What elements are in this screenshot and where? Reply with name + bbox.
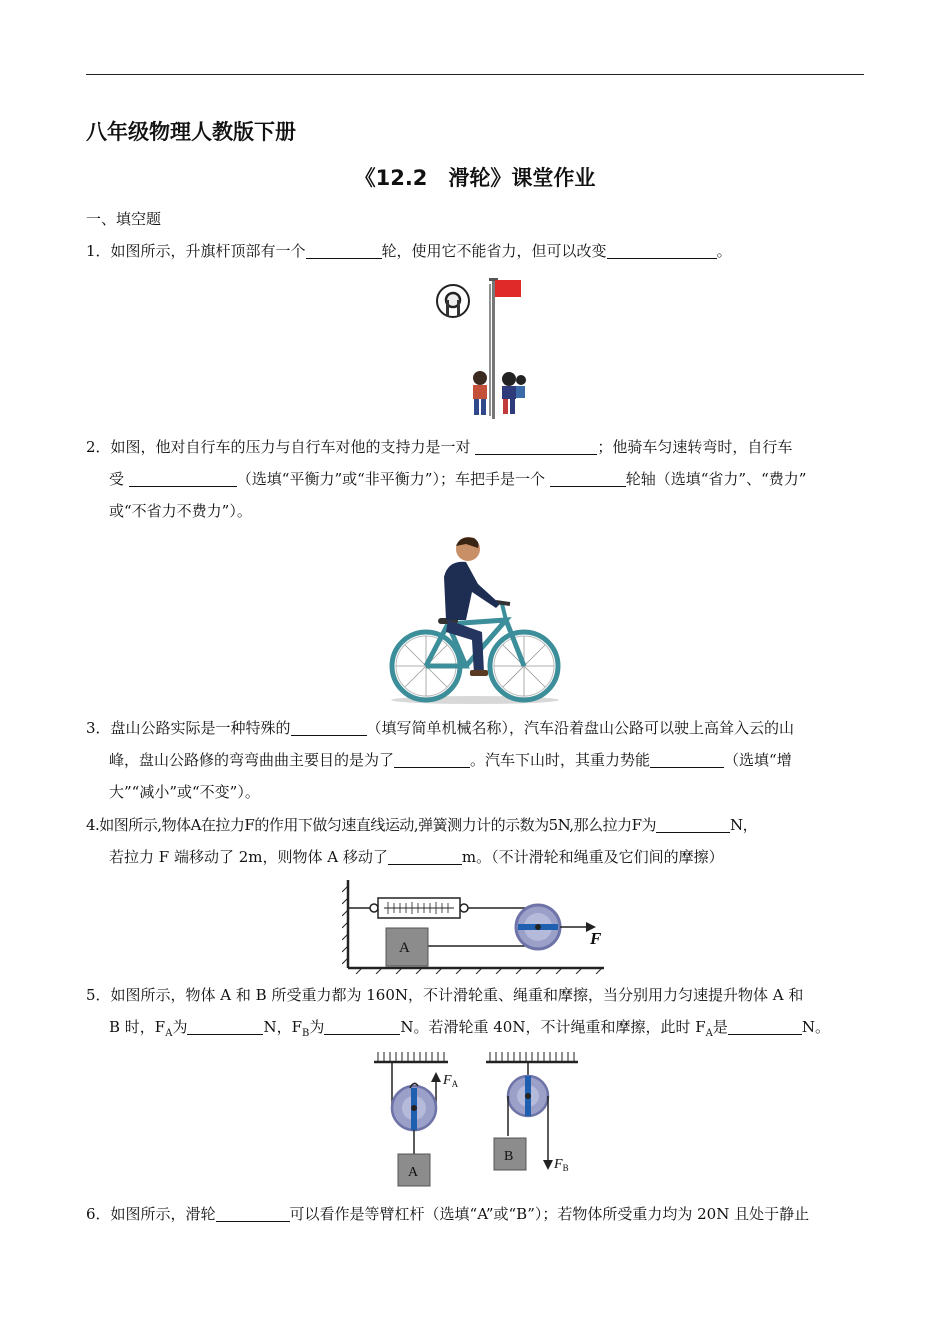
answer-blank[interactable]: [324, 1016, 400, 1035]
question-1-line-1: 1．如图所示，升旗杆顶部有一个 轮，使用它不能省力，但可以改变 。: [86, 242, 732, 260]
answer-blank[interactable]: [216, 1203, 290, 1222]
answer-blank[interactable]: [291, 717, 367, 736]
question-3-line-2: 峰，盘山公路修的弯弯曲曲主要目的是为了 。汽车下山时，其重力势能 （选填“增: [109, 751, 792, 769]
answer-blank[interactable]: [607, 240, 717, 259]
question-2-line-1: 2．如图，他对自行车的压力与自行车对他的支持力是一对 ；他骑车匀速转弯时，自行车: [86, 438, 793, 456]
block-a-label: A: [399, 940, 410, 956]
question-4: [86, 809, 866, 873]
answer-blank[interactable]: [306, 240, 382, 259]
question-1: [86, 235, 866, 267]
spring-scale-pulley-figure: [342, 876, 608, 974]
force-f-label: F: [590, 929, 602, 948]
two-pulleys-figure: [370, 1050, 582, 1190]
question-3-line-1: 3．盘山公路实际是一种特殊的 （填写简单机械名称），汽车沿着盘山公路可以驶上高耸入云的山: [86, 719, 795, 737]
answer-blank[interactable]: [187, 1016, 263, 1035]
question-4-line-1: 4.如图所示,物体A在拉力F的作用下做匀速直线运动,弹簧测力计的示数为5N,那么拉力F为 N，: [86, 816, 758, 834]
block-a-label-2: A: [408, 1165, 419, 1180]
force-fb-label: $F_B$: [554, 1157, 569, 1173]
section-heading: 一、填空题: [86, 210, 162, 228]
force-fa-label: $F_A$: [443, 1073, 459, 1089]
flagpole-figure: [436, 276, 526, 424]
answer-blank[interactable]: [475, 436, 597, 455]
answer-blank[interactable]: [394, 749, 470, 768]
answer-blank[interactable]: [656, 814, 730, 833]
bicycle-figure: [386, 532, 564, 706]
block-b-label: B: [504, 1149, 514, 1164]
question-2-line-3: 或“不省力不费力”）。: [109, 502, 252, 520]
question-2: [86, 431, 866, 527]
page-title: 《12.2 滑轮》课堂作业: [354, 166, 596, 190]
question-2-line-2: 受 （选填“平衡力”或“非平衡力”）；车把手是一个 轮轴（选填“省力”、“费力”: [109, 470, 807, 488]
header-rule: [86, 74, 864, 75]
question-3: [86, 712, 866, 808]
question-5-line-1: 5．如图所示，物体 A 和 B 所受重力都为 160N，不计滑轮重、绳重和摩擦，当分别用力匀速提升物体 A 和: [86, 986, 804, 1004]
answer-blank[interactable]: [728, 1016, 802, 1035]
answer-blank[interactable]: [388, 846, 462, 865]
question-4-line-2: 若拉力 F 端移动了 2m，则物体 A 移动了 m。（不计滑轮和绳重及它们间的摩擦）: [109, 848, 724, 866]
question-6-line-1: 6．如图所示，滑轮 可以看作是等臂杠杆（选填“A”或“B”）；若物体所受重力均为 20N 且处于静止: [86, 1205, 810, 1223]
answer-blank[interactable]: [129, 468, 237, 487]
question-6: [86, 1198, 866, 1230]
answer-blank[interactable]: [550, 468, 626, 487]
grade-heading: 八年级物理人教版下册: [86, 120, 296, 144]
answer-blank[interactable]: [650, 749, 724, 768]
question-3-line-3: 大”“减小”或“不变”）。: [109, 783, 260, 801]
question-5: [86, 979, 866, 1050]
question-5-line-2: B 时，$F_A$为 N，$F_B$为 N。若滑轮重 40N，不计绳重和摩擦，此时 $F_A$是 N。: [109, 1018, 831, 1039]
